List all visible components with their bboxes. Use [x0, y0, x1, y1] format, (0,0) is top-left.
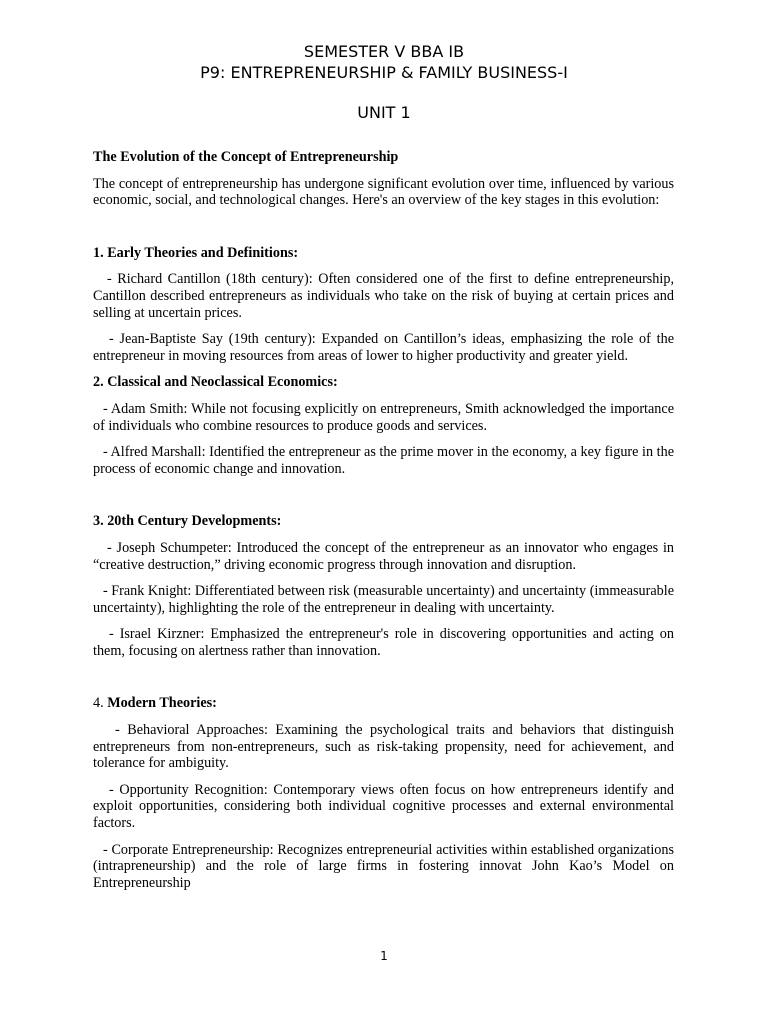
unit-heading: UNIT 1: [357, 103, 411, 122]
section-item: - Adam Smith: While not focusing explicitly on entrepreneurs, Smith acknowledged the importance of individuals who combine resources to produce goods and services.: [93, 400, 674, 434]
section-item: - Richard Cantillon (18th century): Often considered one of the first to define entrepreneurship, Cantillon described entrepreneurs as individuals who take on the risk of buying at certain prices and selling at uncertain prices.: [93, 271, 674, 321]
section-heading: 1. Early Theories and Definitions:: [93, 244, 299, 261]
section-item: - Joseph Schumpeter: Introduced the concept of the entrepreneur as an innovator who engages in “creative destruction,” driving economic progress through innovation and disruption.: [93, 539, 674, 573]
document-title: The Evolution of the Concept of Entrepreneurship: [93, 149, 399, 165]
section-item: - Frank Knight: Differentiated between risk (measurable uncertainty) and uncertainty (immeasurable uncertainty), highlighting the role of the entrepreneur in dealing with uncertainty.: [93, 583, 674, 616]
section-title: Modern Theories:: [107, 695, 217, 712]
page-number: 1: [380, 949, 388, 963]
section-heading: [93, 695, 674, 712]
course-heading: P9: ENTREPRENEURSHIP & FAMILY BUSINESS-I: [200, 63, 568, 82]
section-item: - Jean-Baptiste Say (19th century): Expanded on Cantillon’s ideas, emphasizing the role of the entrepreneur in moving resources from areas of lower to higher productivity and greater yield.: [93, 331, 674, 364]
section-item: - Alfred Marshall: Identified the entrepreneur as the prime mover in the economy, a key figure in the process of economic change and innovation.: [93, 444, 674, 477]
intro-paragraph: The concept of entrepreneurship has undergone significant evolution over time, influenced by various economic, social, and technological changes. Here's an overview of the key stages in this evolution:: [93, 175, 674, 209]
section-heading: 2. Classical and Neoclassical Economics:: [93, 374, 338, 391]
section-item: - Behavioral Approaches: Examining the psychological traits and behaviors that distinguish entrepreneurs from non-entrepreneurs, such as risk-taking propensity, need for achievement, and tolerance for ambiguity.: [93, 722, 674, 772]
document-body: [93, 147, 674, 891]
section-item: - Israel Kirzner: Emphasized the entrepreneur's role in discovering opportunities and acting on them, focusing on alertness rather than innovation.: [93, 626, 674, 659]
semester-heading: SEMESTER V BBA IB: [303, 42, 465, 61]
section-number: 4.: [93, 695, 104, 712]
section-item: - Opportunity Recognition: Contemporary views often focus on how entrepreneurs identify and exploit opportunities, considering both individual cognitive processes and external environmental factors.: [93, 781, 674, 832]
section-heading: 3. 20th Century Developments:: [93, 513, 282, 530]
section-item: - Corporate Entrepreneurship: Recognizes entrepreneurial activities within established organizations (intrapreneurship) and the role of large firms in fostering innovat John Kao’s Model on Entrepreneurship: [93, 841, 674, 891]
